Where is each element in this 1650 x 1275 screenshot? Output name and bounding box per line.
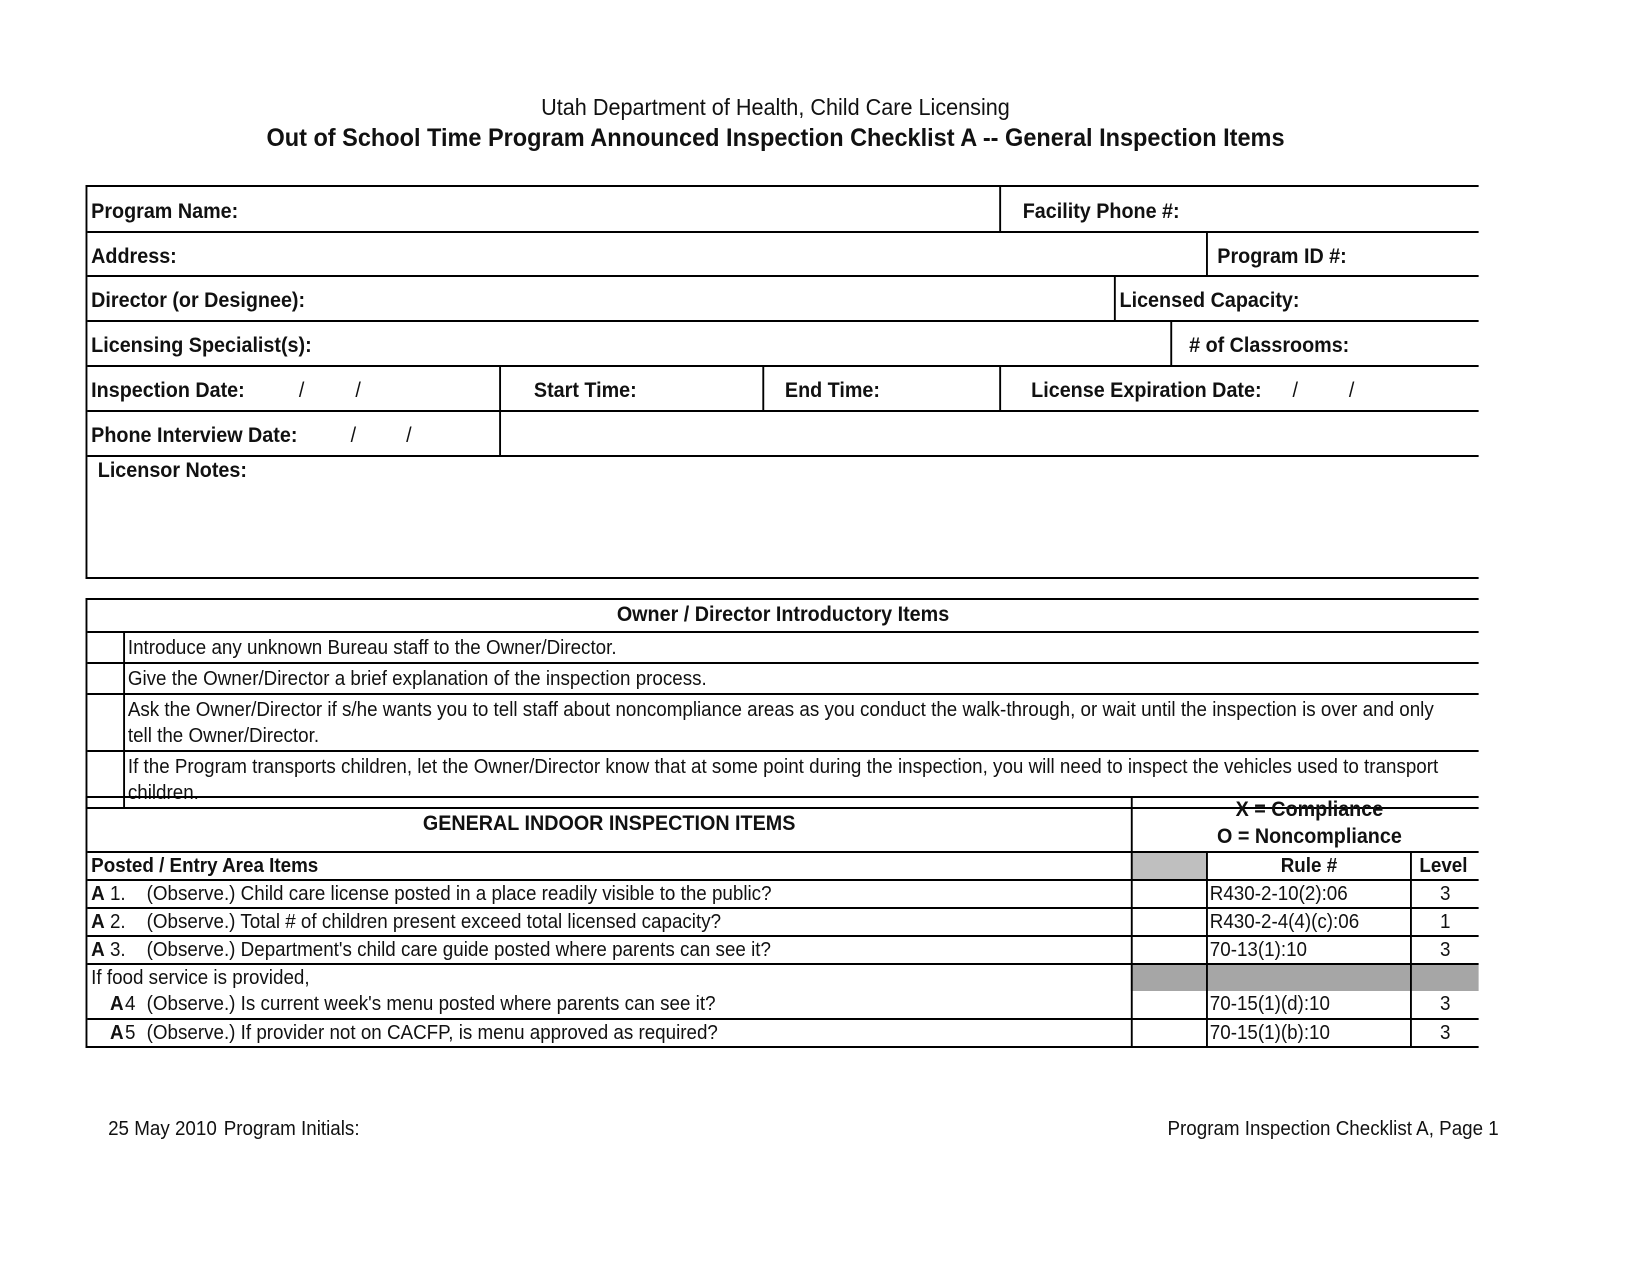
date-slash: / [406, 424, 412, 447]
intro-checkbox[interactable] [87, 664, 125, 693]
program-info-form [86, 185, 1479, 579]
table-row: A 3. (Observe.) Department's child care guide posted where parents can see it? 70-13(1):10 3 [87, 935, 1478, 963]
level-column-header: Level [1410, 853, 1479, 879]
date-slash: / [350, 424, 357, 447]
address-label: Address: [91, 245, 177, 268]
food-service-intro: If food service is provided, [91, 967, 310, 989]
form-row-phone-interview [87, 410, 1478, 455]
compliance-mark-cell[interactable] [1131, 1020, 1206, 1046]
start-time-label: Start Time: [533, 379, 637, 402]
licensor-notes-area [87, 455, 1478, 577]
intro-item: Ask the Owner/Director if s/he wants you to tell staff about noncompliance areas as you conduct the walk-through, or wait until the inspection is over and only tell the Owner/Director. [87, 693, 1478, 750]
date-slash: / [298, 379, 305, 402]
intro-items-table [86, 598, 1479, 809]
compliance-mark-cell[interactable] [1131, 909, 1206, 935]
phone-interview-label: Phone Interview Date: [91, 424, 298, 447]
page-number: Program Inspection Checklist A, Page 1 [1167, 1118, 1499, 1140]
date-slash: / [1348, 379, 1355, 402]
form-row-program [87, 187, 1478, 231]
general-inspection-table [86, 796, 1479, 1048]
classrooms-label: # of Classrooms: [1189, 334, 1350, 357]
footer-date: 25 May 2010 [108, 1118, 217, 1140]
table-row: A 2. (Observe.) Total # of children present exceed total licensed capacity? R430-2-4(4)(c):06 1 [87, 907, 1478, 935]
general-table-header [87, 798, 1478, 851]
section-header-row [87, 851, 1478, 879]
program-initials-label: Program Initials: [223, 1118, 360, 1140]
intro-item: Give the Owner/Director a brief explanation of the inspection process. [87, 662, 1478, 693]
table-row: A 1. (Observe.) Child care license posted in a place readily visible to the public? R430-2-10(2):06 3 [87, 879, 1478, 907]
page-title: Out of School Time Program Announced Inspection Checklist A -- General Inspection Items [266, 124, 1285, 152]
licensor-notes-label: Licensor Notes: [97, 459, 247, 482]
section-label: Posted / Entry Area Items [91, 855, 319, 877]
department-heading: Utah Department of Health, Child Care Licensing [541, 94, 1010, 120]
date-slash: / [1292, 379, 1298, 402]
food-service-group: If food service is provided, 70-15(1)(d):10 3 A 4 (Observe.) Is current week's menu posted where parents can see it? [87, 963, 1478, 1018]
intro-item: Introduce any unknown Bureau staff to the Owner/Director. [87, 631, 1478, 662]
compliance-mark-cell[interactable] [1131, 937, 1206, 963]
general-title: GENERAL INDOOR INSPECTION ITEMS [422, 812, 796, 835]
noncompliance-key: O = Noncompliance [1216, 825, 1402, 848]
intro-checkbox[interactable] [87, 633, 125, 662]
compliance-mark-cell[interactable] [1131, 991, 1206, 1018]
date-slash: / [355, 379, 361, 402]
end-time-label: End Time: [784, 379, 880, 402]
form-row-specialist [87, 320, 1478, 365]
mark-column-header [1131, 853, 1206, 879]
intro-checkbox[interactable] [87, 695, 125, 750]
licensed-capacity-label: Licensed Capacity: [1119, 289, 1300, 312]
rule-column-header: Rule # [1206, 853, 1410, 879]
compliance-mark-cell[interactable] [1131, 881, 1206, 907]
facility-phone-label: Facility Phone #: [1022, 200, 1180, 223]
form-row-address [87, 231, 1478, 275]
compliance-key: X = Compliance [1235, 798, 1384, 821]
license-expiration-label: License Expiration Date: [1031, 379, 1262, 402]
director-label: Director (or Designee): [91, 289, 306, 312]
inspection-date-label: Inspection Date: [91, 379, 245, 402]
program-name-label: Program Name: [91, 200, 239, 223]
table-row: A 5 (Observe.) If provider not on CACFP, is menu approved as required? 70-15(1)(b):10 3 [87, 1018, 1478, 1046]
licensing-specialist-label: Licensing Specialist(s): [91, 334, 312, 357]
program-id-label: Program ID #: [1217, 245, 1347, 268]
form-row-director [87, 275, 1478, 320]
intro-item: If the Program transports children, let the Owner/Director know that at some point during the inspection, you will need to inspect the vehicles used to transport children. [87, 750, 1478, 807]
intro-title: Owner / Director Introductory Items [616, 603, 950, 626]
form-row-dates [87, 365, 1478, 410]
